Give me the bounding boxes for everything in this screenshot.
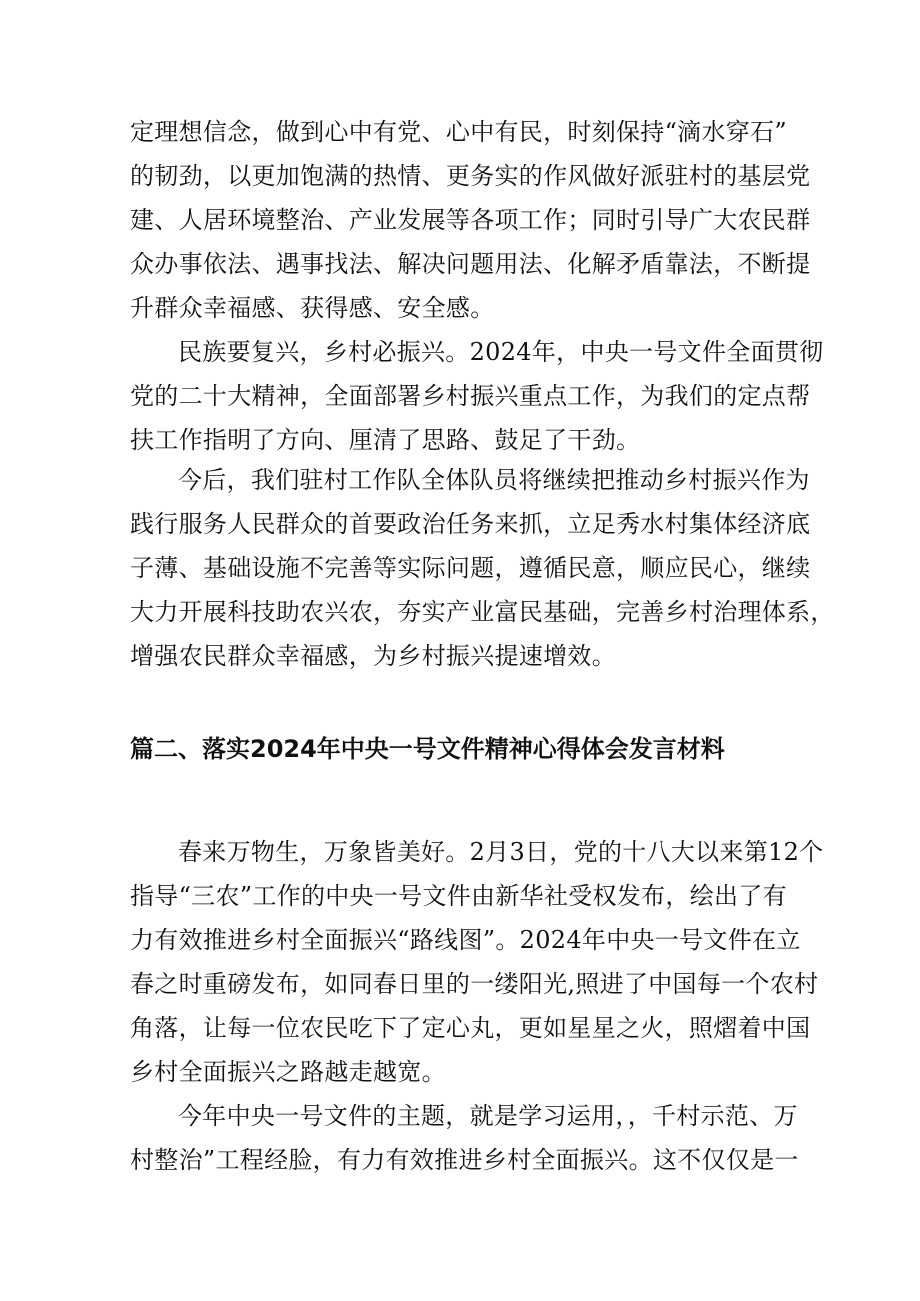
text-line: 指导“三农”工作的中央一号文件由新华社受权发布，绘出了有 [130, 882, 787, 910]
text-line: 党的二十大精神，全面部署乡村振兴重点工作，为我们的定点帮 [130, 382, 811, 410]
text-line: 今后，我们驻村工作队全体队员将继续把推动乡村振兴作为 [178, 466, 810, 494]
text-line: 升群众幸福感、获得感、安全感。 [130, 294, 495, 322]
text-line: 定理想信念，做到心中有党、心中有民，时刻保持“滴水穿石” [130, 118, 787, 146]
text-line: 子薄、基础设施不完善等实际问题，遵循民意，顺应民心，继续 [130, 554, 811, 582]
text-line: 众办事依法、遇事找法、解决问题用法、化解矛盾靠法，不断提 [130, 250, 811, 278]
text-line: 大力开展科技助农兴农，夯实产业富民基础，完善乡村治理体系， [130, 598, 835, 626]
text-line: 力有效推进乡村全面振兴“路线图”。2024年中央一号文件在立 [130, 926, 801, 954]
text-line: 扶工作指明了方向、厘清了思路、鼓足了干劲。 [130, 426, 641, 454]
section-heading: 篇二、落实2024年中央一号文件精神心得体会发言材料 [130, 735, 725, 763]
text-line: 角落，让每一位农民吃下了定心丸，更如星星之火，照熠着中国 [130, 1014, 811, 1042]
text-line: 建、人居环境整治、产业发展等各项工作；同时引导广大农民群 [130, 206, 811, 234]
text-line: 的韧劲，以更加饱满的热情、更务实的作风做好派驻村的基层党 [130, 162, 811, 190]
text-line: 民族要复兴，乡村必振兴。2024年，中央一号文件全面贯彻 [178, 338, 824, 366]
text-line: 春之时重磅发布，如同春日里的一缕阳光,照进了中国每一个农村 [130, 970, 819, 998]
text-line: 春来万物生，万象皆美好。2月3日，党的十八大以来第12个 [178, 838, 824, 866]
text-line: 乡村全面振兴之路越走越宽。 [130, 1058, 446, 1086]
text-line: 践行服务人民群众的首要政治任务来抓，立足秀水村集体经济底 [130, 510, 811, 538]
text-line: 村整治”工程经脸，有力有效推进乡村全面振兴。这不仅仅是一 [130, 1146, 799, 1174]
text-line: 今年中央一号文件的主题，就是学习运用，，千村示范、万 [178, 1102, 798, 1130]
text-line: 增强农民群众幸福感，为乡村振兴提速增效。 [130, 642, 616, 670]
